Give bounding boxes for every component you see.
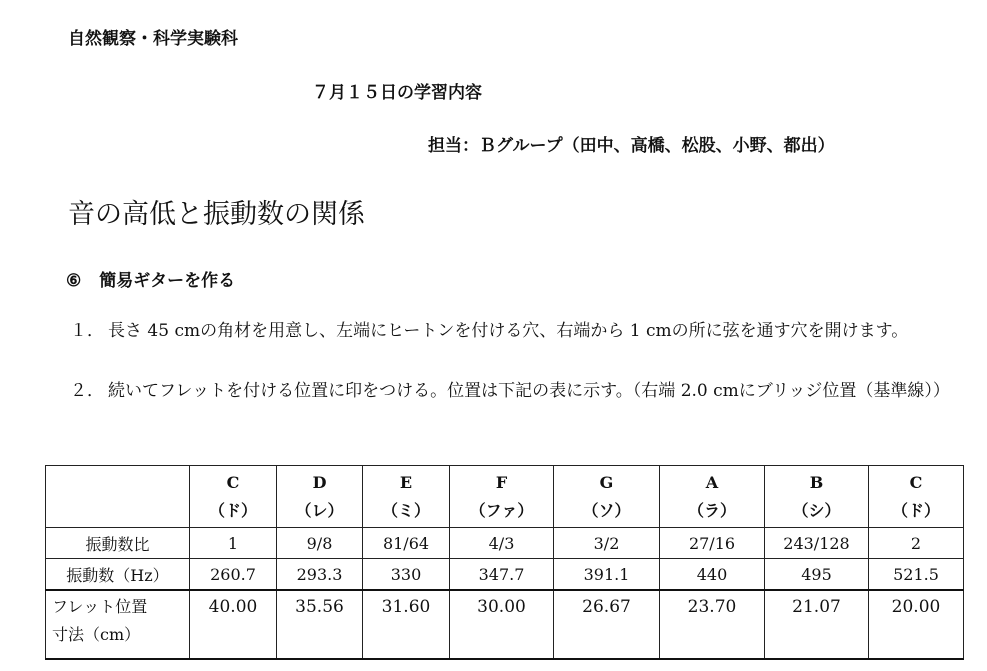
page-title: 音の高低と振動数の関係: [68, 199, 365, 230]
note-kana: （ド）: [208, 500, 257, 520]
section-title: 簡易ギターを作る: [99, 271, 236, 291]
step-text: 長さ 45 cmの角材を用意し、左端にヒートンを付ける穴、右端から 1 cmの所に弦を通す穴を開けます。: [108, 321, 909, 341]
note-header: [277, 466, 363, 528]
ratio-row: [46, 528, 964, 559]
date-title: ７月１５日の学習内容: [312, 83, 482, 103]
frequency-cell: 391.1: [554, 559, 660, 591]
ratio-cell: 27/16: [660, 528, 765, 559]
ratio-cell: 1: [190, 528, 277, 559]
note-letter: C: [226, 472, 240, 492]
note-header: [765, 466, 869, 528]
course-name: 自然観察・科学実験科: [68, 29, 238, 49]
fret-cell: 30.00: [450, 590, 554, 659]
frequency-cell: 330: [363, 559, 450, 591]
fret-cell: 23.70: [660, 590, 765, 659]
step-number: １．: [70, 321, 104, 341]
note-letter: F: [495, 472, 508, 492]
note-letter: D: [312, 472, 327, 492]
fret-row: [46, 590, 964, 659]
note-header: [869, 466, 964, 528]
note-header-row: [46, 466, 964, 528]
note-header: [363, 466, 450, 528]
note-kana: （ファ）: [469, 500, 534, 520]
note-header: [554, 466, 660, 528]
fret-label-line2: 寸法（cm）: [52, 625, 141, 644]
frequency-cell: 347.7: [450, 559, 554, 591]
note-header: [450, 466, 554, 528]
note-header: [190, 466, 277, 528]
note-kana: （ミ）: [381, 500, 430, 520]
frequency-cell: 293.3: [277, 559, 363, 591]
fret-cell: 26.67: [554, 590, 660, 659]
fret-cell: 20.00: [869, 590, 964, 659]
note-kana: （シ）: [792, 500, 841, 520]
note-kana: （ラ）: [687, 500, 736, 520]
note-letter: C: [909, 472, 923, 492]
ratio-cell: 2: [869, 528, 964, 559]
fret-label-line1: フレット位置: [52, 597, 148, 616]
ratio-cell: 3/2: [554, 528, 660, 559]
ratio-cell: 9/8: [277, 528, 363, 559]
row-header: [46, 590, 190, 659]
note-kana: （ド）: [891, 500, 940, 520]
fret-position-table: [45, 465, 964, 660]
frequency-row: [46, 559, 964, 591]
staff-line: 担当：Ｂグループ（田中、高橋、松股、小野、都出）: [428, 136, 835, 156]
corner-cell: [46, 466, 190, 528]
ratio-cell: 4/3: [450, 528, 554, 559]
note-kana: （ソ）: [582, 500, 631, 520]
frequency-cell: 440: [660, 559, 765, 591]
note-header: [660, 466, 765, 528]
fret-cell: 31.60: [363, 590, 450, 659]
section-number: ⑥: [66, 271, 82, 291]
section-heading: [66, 266, 235, 291]
note-letter: A: [705, 472, 719, 492]
row-header: 振動数（Hz）: [46, 559, 190, 591]
note-kana: （レ）: [295, 500, 344, 520]
frequency-cell: 495: [765, 559, 869, 591]
fret-cell: 40.00: [190, 590, 277, 659]
row-header: 振動数比: [46, 528, 190, 559]
fret-cell: 21.07: [765, 590, 869, 659]
frequency-cell: 260.7: [190, 559, 277, 591]
fret-cell: 35.56: [277, 590, 363, 659]
note-letter: G: [599, 472, 614, 492]
frequency-cell: 521.5: [869, 559, 964, 591]
step-number: ２．: [70, 381, 104, 401]
note-letter: E: [399, 472, 413, 492]
note-letter: B: [809, 472, 824, 492]
ratio-cell: 243/128: [765, 528, 869, 559]
step-text: 続いてフレットを付ける位置に印をつける。位置は下記の表に示す。（右端 2.0 cmにブリッジ位置（基準線））: [108, 381, 950, 401]
ratio-cell: 81/64: [363, 528, 450, 559]
